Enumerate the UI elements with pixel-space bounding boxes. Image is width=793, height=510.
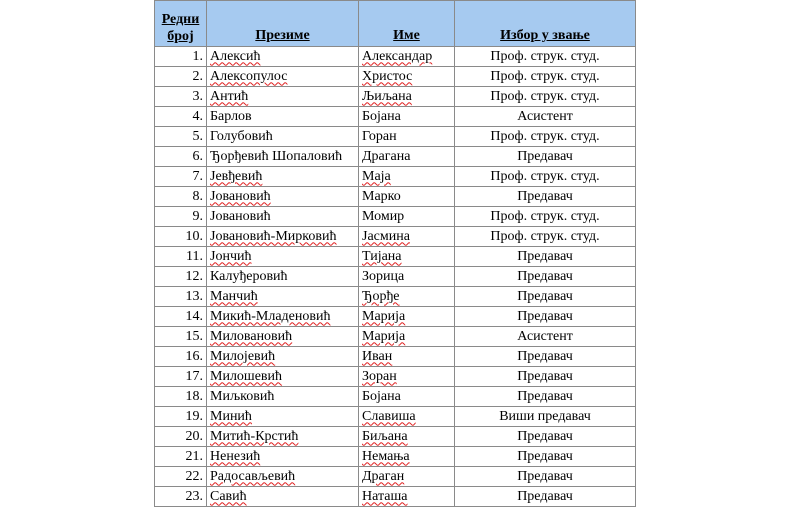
table-row <box>155 47 636 67</box>
rank-cell <box>455 127 636 147</box>
first-name-text: Маја <box>362 168 391 184</box>
row-number-text: 22. <box>185 468 203 484</box>
table-row <box>155 467 636 487</box>
last-name-text: Миловановић <box>210 328 293 344</box>
first-name-cell <box>359 327 455 347</box>
row-number-cell <box>155 147 207 167</box>
last-name-cell <box>207 207 359 227</box>
row-number-text: 1. <box>192 48 203 64</box>
rank-text: Предавач <box>517 248 573 264</box>
row-number-text: 17. <box>185 368 203 384</box>
rank-cell <box>455 287 636 307</box>
rank-text: Предавач <box>517 368 573 384</box>
last-name-cell <box>207 267 359 287</box>
first-name-text: Немања <box>362 448 410 464</box>
row-number-cell <box>155 247 207 267</box>
last-name-cell <box>207 387 359 407</box>
rank-text: Виши предавач <box>499 408 591 424</box>
last-name-text: Микић-Младеновић <box>210 308 331 324</box>
first-name-cell <box>359 67 455 87</box>
last-name-text: Голубовић <box>210 128 273 144</box>
first-name-cell <box>359 427 455 447</box>
header-number <box>155 1 207 47</box>
row-number-text: 15. <box>185 328 203 344</box>
rank-text: Предавач <box>517 308 573 324</box>
last-name-cell <box>207 487 359 507</box>
first-name-text: Драгана <box>362 148 411 164</box>
table-row <box>155 407 636 427</box>
first-name-cell <box>359 467 455 487</box>
row-number-cell <box>155 107 207 127</box>
row-number-text: 14. <box>185 308 203 324</box>
rank-cell <box>455 167 636 187</box>
first-name-cell <box>359 227 455 247</box>
rank-cell <box>455 367 636 387</box>
last-name-cell <box>207 87 359 107</box>
last-name-cell <box>207 307 359 327</box>
table-row <box>155 387 636 407</box>
table-row <box>155 87 636 107</box>
last-name-text: Антић <box>210 88 249 104</box>
first-name-text: Марија <box>362 308 406 324</box>
last-name-text: Ненезић <box>210 448 261 464</box>
first-name-text: Горан <box>362 128 397 144</box>
table-body <box>155 47 636 507</box>
row-number-text: 11. <box>186 248 203 264</box>
last-name-cell <box>207 67 359 87</box>
first-name-text: Љиљана <box>362 88 412 104</box>
last-name-text: Минић <box>210 408 252 424</box>
last-name-cell <box>207 47 359 67</box>
first-name-cell <box>359 267 455 287</box>
row-number-cell <box>155 287 207 307</box>
first-name-text: Наташа <box>362 488 408 504</box>
first-name-text: Биљана <box>362 428 408 444</box>
rank-cell <box>455 327 636 347</box>
table-row <box>155 327 636 347</box>
last-name-text: Јевђевић <box>210 168 263 184</box>
last-name-cell <box>207 447 359 467</box>
first-name-cell <box>359 167 455 187</box>
table-row <box>155 427 636 447</box>
rank-text: Предавач <box>517 348 573 364</box>
rank-cell <box>455 247 636 267</box>
rank-cell <box>455 87 636 107</box>
header-number-line2: број <box>167 29 194 44</box>
last-name-cell <box>207 427 359 447</box>
last-name-text: Миљковић <box>210 388 275 404</box>
first-name-text: Момир <box>362 208 405 224</box>
first-name-cell <box>359 407 455 427</box>
last-name-text: Митић-Крстић <box>210 428 299 444</box>
rank-cell <box>455 107 636 127</box>
first-name-text: Славиша <box>362 408 416 424</box>
first-name-cell <box>359 87 455 107</box>
last-name-text: Калуђеровић <box>210 268 288 284</box>
last-name-text: Јовановић <box>210 208 271 224</box>
row-number-text: 18. <box>185 388 203 404</box>
first-name-text: Драган <box>362 468 405 484</box>
header-last-name: Презиме <box>207 1 359 47</box>
rank-text: Проф. струк. студ. <box>490 228 600 244</box>
last-name-cell <box>207 107 359 127</box>
row-number-cell <box>155 487 207 507</box>
table-row <box>155 207 636 227</box>
row-number-cell <box>155 367 207 387</box>
first-name-text: Тијана <box>362 248 402 264</box>
rank-text: Предавач <box>517 388 573 404</box>
rank-text: Асистент <box>517 108 573 124</box>
table-row <box>155 147 636 167</box>
first-name-text: Зорица <box>362 268 405 284</box>
rank-cell <box>455 267 636 287</box>
last-name-cell <box>207 147 359 167</box>
table-row <box>155 127 636 147</box>
first-name-text: Иван <box>362 348 393 364</box>
last-name-text: Милојевић <box>210 348 276 364</box>
row-number-text: 13. <box>185 288 203 304</box>
rank-text: Проф. струк. студ. <box>490 68 600 84</box>
row-number-cell <box>155 407 207 427</box>
row-number-cell <box>155 307 207 327</box>
first-name-cell <box>359 187 455 207</box>
rank-text: Предавач <box>517 268 573 284</box>
first-name-cell <box>359 447 455 467</box>
first-name-text: Ђорђе <box>362 288 400 304</box>
row-number-cell <box>155 167 207 187</box>
last-name-text: Манчић <box>210 288 258 304</box>
rank-cell <box>455 227 636 247</box>
last-name-cell <box>207 127 359 147</box>
first-name-text: Јасмина <box>362 228 410 244</box>
table-row <box>155 167 636 187</box>
row-number-text: 20. <box>185 428 203 444</box>
row-number-cell <box>155 127 207 147</box>
row-number-cell <box>155 67 207 87</box>
row-number-cell <box>155 47 207 67</box>
last-name-text: Ђорђевић Шопаловић <box>210 148 343 164</box>
header-first-name: Име <box>359 1 455 47</box>
last-name-text: Алексопулос <box>210 68 288 84</box>
row-number-cell <box>155 387 207 407</box>
last-name-cell <box>207 167 359 187</box>
table-row <box>155 347 636 367</box>
table-row <box>155 227 636 247</box>
table-row <box>155 187 636 207</box>
row-number-text: 3. <box>192 88 203 104</box>
row-number-text: 10. <box>185 228 203 244</box>
staff-table <box>154 0 636 507</box>
table-row <box>155 307 636 327</box>
row-number-text: 23. <box>185 488 203 504</box>
table-row <box>155 447 636 467</box>
rank-cell <box>455 467 636 487</box>
last-name-cell <box>207 347 359 367</box>
last-name-cell <box>207 327 359 347</box>
first-name-cell <box>359 287 455 307</box>
row-number-text: 6. <box>192 148 203 164</box>
first-name-text: Александар <box>362 48 433 64</box>
first-name-cell <box>359 307 455 327</box>
row-number-cell <box>155 87 207 107</box>
last-name-cell <box>207 247 359 267</box>
first-name-cell <box>359 147 455 167</box>
row-number-cell <box>155 347 207 367</box>
first-name-cell <box>359 107 455 127</box>
table-row <box>155 247 636 267</box>
last-name-cell <box>207 367 359 387</box>
last-name-text: Радосављевић <box>210 468 296 484</box>
rank-cell <box>455 387 636 407</box>
last-name-text: Јовановић-Мирковић <box>210 228 337 244</box>
rank-text: Проф. струк. студ. <box>490 128 600 144</box>
table-row <box>155 487 636 507</box>
rank-cell <box>455 447 636 467</box>
first-name-cell <box>359 207 455 227</box>
last-name-text: Јончић <box>210 248 252 264</box>
row-number-text: 12. <box>185 268 203 284</box>
header-number-line1: Редни <box>161 12 200 27</box>
rank-text: Предавач <box>517 468 573 484</box>
table-row <box>155 267 636 287</box>
row-number-cell <box>155 207 207 227</box>
rank-text: Проф. струк. студ. <box>490 168 600 184</box>
row-number-text: 9. <box>192 208 203 224</box>
header-rank: Избор у звање <box>455 1 636 47</box>
last-name-text: Савић <box>210 488 247 504</box>
rank-text: Проф. струк. студ. <box>490 88 600 104</box>
rank-text: Предавач <box>517 448 573 464</box>
first-name-cell <box>359 247 455 267</box>
rank-cell <box>455 187 636 207</box>
first-name-text: Бојана <box>362 388 401 404</box>
first-name-cell <box>359 347 455 367</box>
last-name-text: Јовановић <box>210 188 271 204</box>
last-name-cell <box>207 227 359 247</box>
table-row <box>155 287 636 307</box>
first-name-text: Бојана <box>362 108 401 124</box>
rank-text: Предавач <box>517 188 573 204</box>
last-name-text: Алексић <box>210 48 261 64</box>
row-number-cell <box>155 267 207 287</box>
row-number-text: 4. <box>192 108 203 124</box>
rank-cell <box>455 67 636 87</box>
last-name-cell <box>207 187 359 207</box>
row-number-text: 5. <box>192 128 203 144</box>
rank-cell <box>455 407 636 427</box>
table-row <box>155 67 636 87</box>
rank-text: Предавач <box>517 428 573 444</box>
rank-cell <box>455 427 636 447</box>
first-name-cell <box>359 367 455 387</box>
header-row <box>155 1 636 47</box>
first-name-cell <box>359 387 455 407</box>
first-name-text: Христос <box>362 68 413 84</box>
row-number-cell <box>155 187 207 207</box>
first-name-text: Марко <box>362 188 401 204</box>
rank-text: Проф. струк. студ. <box>490 208 600 224</box>
rank-text: Предавач <box>517 148 573 164</box>
last-name-text: Барлов <box>210 108 252 124</box>
last-name-cell <box>207 407 359 427</box>
rank-cell <box>455 147 636 167</box>
row-number-cell <box>155 227 207 247</box>
rank-text: Предавач <box>517 288 573 304</box>
row-number-text: 8. <box>192 188 203 204</box>
last-name-cell <box>207 287 359 307</box>
rank-cell <box>455 487 636 507</box>
table-header <box>155 1 636 47</box>
row-number-cell <box>155 447 207 467</box>
rank-text: Проф. струк. студ. <box>490 48 600 64</box>
row-number-text: 16. <box>185 348 203 364</box>
first-name-text: Марија <box>362 328 406 344</box>
rank-cell <box>455 347 636 367</box>
last-name-text: Милошевић <box>210 368 283 384</box>
row-number-cell <box>155 427 207 447</box>
row-number-text: 21. <box>185 448 203 464</box>
rank-text: Предавач <box>517 488 573 504</box>
row-number-text: 2. <box>192 68 203 84</box>
table-row <box>155 107 636 127</box>
row-number-text: 19. <box>185 408 203 424</box>
row-number-text: 7. <box>192 168 203 184</box>
rank-text: Асистент <box>517 328 573 344</box>
last-name-cell <box>207 467 359 487</box>
rank-cell <box>455 207 636 227</box>
row-number-cell <box>155 467 207 487</box>
first-name-text: Зоран <box>362 368 397 384</box>
rank-cell <box>455 307 636 327</box>
first-name-cell <box>359 127 455 147</box>
row-number-cell <box>155 327 207 347</box>
first-name-cell <box>359 47 455 67</box>
first-name-cell <box>359 487 455 507</box>
rank-cell <box>455 47 636 67</box>
table-row <box>155 367 636 387</box>
